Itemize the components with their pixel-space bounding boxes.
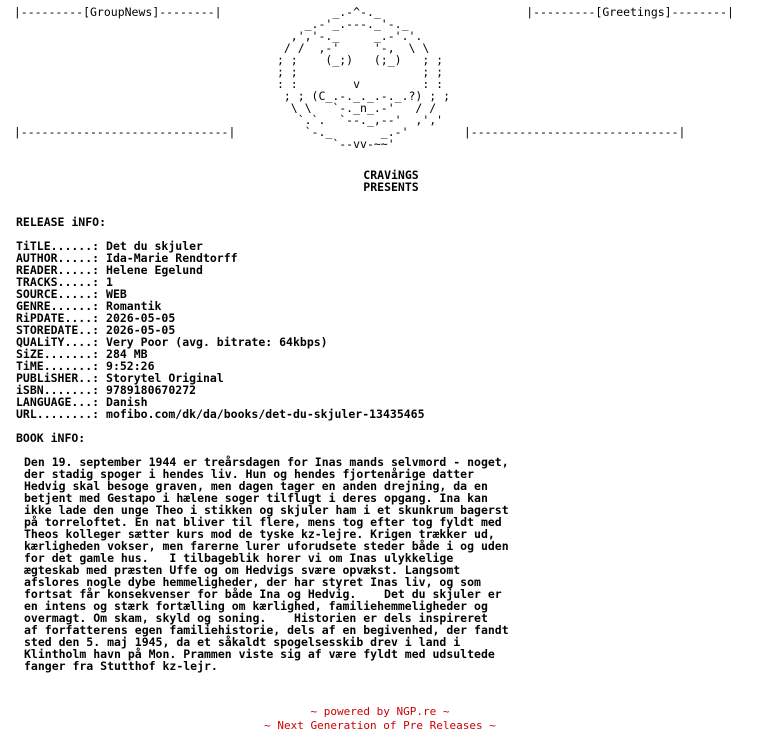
field-label: READER.....: <box>16 263 100 277</box>
field-label: SOURCE.....: <box>16 287 100 301</box>
field-value: Danish <box>106 395 148 409</box>
field-value: 284 MB <box>106 347 148 361</box>
field-label: TiME.......: <box>16 359 100 373</box>
field-label: AUTHOR.....: <box>16 251 100 265</box>
footer-tagline: ~ Next Generation of Pre Releases ~ <box>264 719 496 732</box>
ascii-banner: |---------[GroupNews]--------| _.-^-._ |---------[Greetings]--------| _.-'_.---._'-._ ,','-._ _.-'.'. / / ,-' '-, \ \ ; ; (_;) (;_) ; ; ; ; ; ; : : v : : ; ; (C_.-._._.-._.?) ; ; \ \ `-._n_.-' / / `.`. `--._,--' ,',' |------------------------------| `-._ _.-' |------------------------------| `--vv-~~' <box>13 5 734 151</box>
field-label: SiZE.......: <box>16 347 100 361</box>
field-label: RiPDATE....: <box>16 311 100 325</box>
field-label: STOREDATE..: <box>16 323 100 337</box>
field-label: TiTLE......: <box>16 239 100 253</box>
footer <box>0 705 760 733</box>
field-value: 2026-05-05 <box>106 311 176 325</box>
field-value: Det du skjuler <box>106 239 203 253</box>
field-value: Romantik <box>106 299 162 313</box>
release-fields <box>16 240 425 420</box>
field-label: QUALiTY....: <box>16 335 100 349</box>
field-row-url <box>16 408 425 420</box>
field-value: 9789180670272 <box>106 383 197 397</box>
field-value: 1 <box>106 275 113 289</box>
field-value: Storytel Original <box>106 371 224 385</box>
field-value: WEB <box>106 287 127 301</box>
release-info-header: RELEASE iNFO: <box>16 215 107 229</box>
field-value: 2026-05-05 <box>106 323 176 337</box>
field-value: Ida-Marie Rendtorff <box>106 251 238 265</box>
field-label: URL........: <box>16 407 100 421</box>
field-value: mofibo.com/dk/da/books/det-du-skjuler-13435465 <box>106 407 425 421</box>
book-description: Den 19. september 1944 er treårsdagen for Inas mands selvmord - noget, der stadig spoger i hendes liv. Hun og hendes fjortenårige datter Hedvig skal besoge graven, men dagen tager en anden drejning, da en betjent med Gestapo i hælene soger tilflugt i deres opgang. Ina kan ikke lade den unge Theo i stikken og skjuler ham i et skunkrum bagerst på torreloftet. En nat bliver til flere, mens tog efter tog fyldt med Theos kolleger sætter kurs mod de tyske kz-lejre. Krigen trækker ud, kærligheden vokser, men farerne lurer uforudsete steder både i og uden for det gamle hus. I tilbageblik horer vi om Inas ulykkelige ægteskab med præsten Uffe og om Hedvigs svære opvækst. Langsomt afslores nogle dybe hemmeligheder, der har styret Inas liv, og som fortsat får konsekvenser for både Ina og Hedvig. Det du skjuler er en intens og stærk fortælling om kærlighed, familiehemmeligheder og overmagt. Om skam, skyld og soning. Historien er dels inspireret af forfatterens egen familiehistorie, dels af en begivenhed, der fandt sted den 5. maj 1945, da et såkaldt spogelsesskib drev i land i Klintholm havn på Mon. Prammen viste sig af være fyldt med udsultede fanger fra Stutthof kz-lejr. <box>24 455 509 673</box>
footer-powered-by: ~ powered by NGP.re ~ <box>310 705 450 718</box>
field-value: Very Poor (avg. bitrate: 64kbps) <box>106 335 328 349</box>
field-label: GENRE......: <box>16 299 100 313</box>
crew-name: CRAViNGS PRESENTS <box>363 168 419 194</box>
field-value: Helene Egelund <box>106 263 203 277</box>
field-label: PUBLiSHER..: <box>16 371 100 385</box>
field-label: TRACKS.....: <box>16 275 100 289</box>
field-label: LANGUAGE...: <box>16 395 100 409</box>
field-value: 9:52:26 <box>106 359 155 373</box>
field-label: iSBN.......: <box>16 383 100 397</box>
book-info-header: BOOK iNFO: <box>16 431 86 445</box>
